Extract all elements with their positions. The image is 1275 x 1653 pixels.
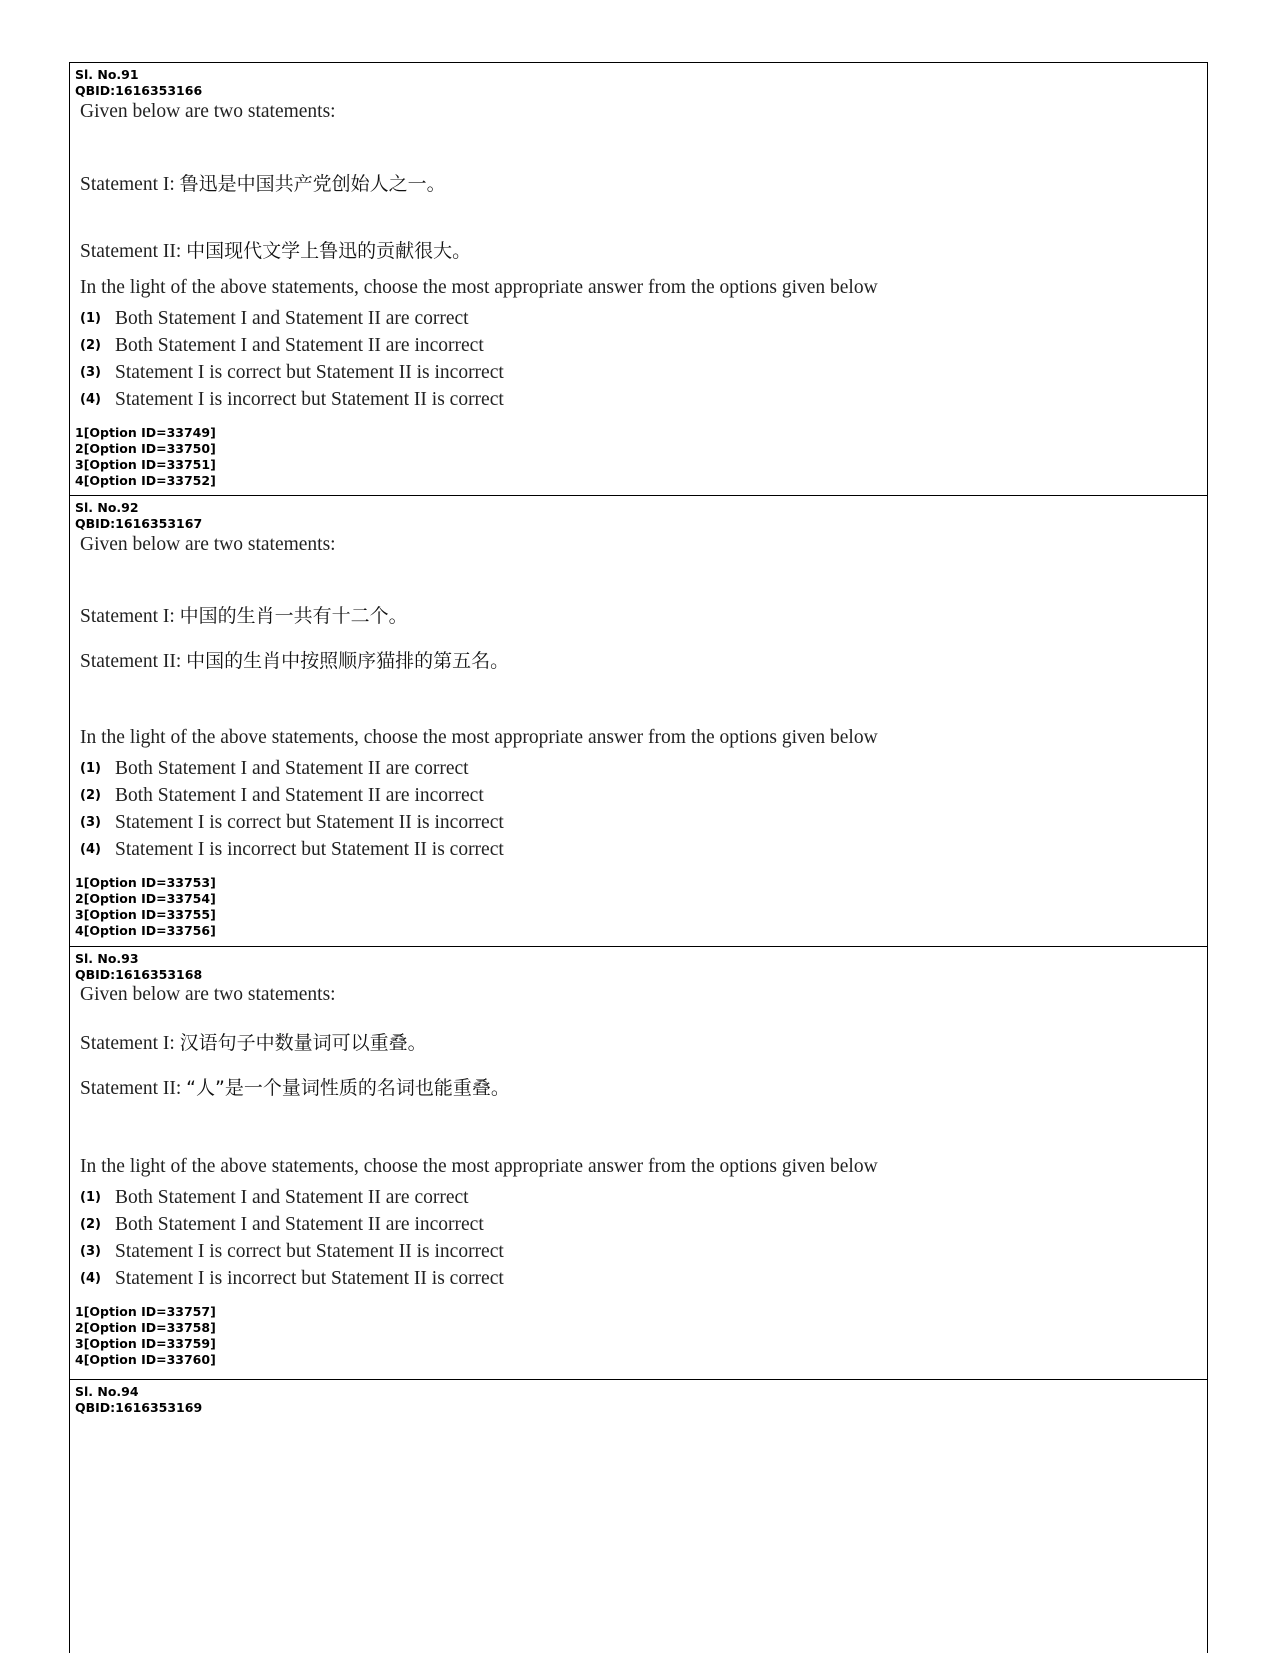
option-number: (4) [80,392,101,407]
statement-2-label: Statement II: [80,1078,187,1099]
option-number: (4) [80,1271,101,1286]
question-instruction: In the light of the above statements, choose the most appropriate answer from the options given below [80,277,878,298]
option-item [80,809,504,836]
option-text: Statement I is correct but Statement II is incorrect [115,812,504,833]
option-number: (2) [80,338,101,353]
question-block-93 [70,951,1207,1381]
option-id: 4[Option ID=33760] [75,1352,216,1367]
option-text: Statement I is correct but Statement II is incorrect [115,362,504,383]
statement-2 [80,1073,510,1100]
option-id: 2[Option ID=33758] [75,1320,216,1335]
question-instruction: In the light of the above statements, choose the most appropriate answer from the options given below [80,727,878,748]
statement-1 [80,169,446,196]
option-text: Both Statement I and Statement II are correct [115,1187,469,1208]
option-number: (2) [80,788,101,803]
statement-1 [80,601,408,628]
option-number: (3) [80,1244,101,1259]
qbid: QBID:1616353167 [75,516,203,531]
option-text: Statement I is incorrect but Statement II is correct [115,1268,504,1289]
option-id: 3[Option ID=33759] [75,1336,216,1351]
serial-number: Sl. No.91 [75,67,139,82]
option-item [80,836,504,863]
option-id: 1[Option ID=33757] [75,1304,216,1319]
option-item [80,386,504,413]
option-id: 1[Option ID=33753] [75,875,216,890]
question-intro: Given below are two statements: [80,534,336,555]
option-id: 3[Option ID=33751] [75,457,216,472]
option-text: Statement I is correct but Statement II is incorrect [115,1241,504,1262]
option-id: 2[Option ID=33754] [75,891,216,906]
option-item [80,1238,504,1265]
option-id-list [70,1304,216,1368]
option-item [80,359,504,386]
option-number: (1) [80,311,101,326]
option-item [80,1184,504,1211]
row-divider [70,1379,1207,1380]
option-list [80,305,504,413]
option-text: Both Statement I and Statement II are incorrect [115,1214,484,1235]
option-list [80,755,504,863]
statement-1 [80,1028,427,1055]
question-instruction: In the light of the above statements, choose the most appropriate answer from the options given below [80,1156,878,1177]
question-block-92 [70,500,1207,948]
question-table [69,62,1208,1653]
statement-2-label: Statement II: [80,651,187,672]
option-number: (4) [80,842,101,857]
statement-1-text: 汉语句子中数量词可以重叠。 [179,1032,427,1054]
option-text: Statement I is incorrect but Statement II is correct [115,389,504,410]
option-text: Statement I is incorrect but Statement II is correct [115,839,504,860]
option-id: 3[Option ID=33755] [75,907,216,922]
statement-1-text: 鲁迅是中国共产党创始人之一。 [179,173,446,195]
option-number: (2) [80,1217,101,1232]
statement-1-label: Statement I: [80,606,180,627]
statement-2-label: Statement II: [80,241,187,262]
question-block-91 [70,67,1207,497]
statement-2-text: 中国现代文学上鲁迅的贡献很大。 [186,240,472,262]
option-item [80,305,504,332]
option-list [80,1184,504,1292]
statement-2 [80,236,471,263]
statement-2-text: 中国的生肖中按照顺序猫排的第五名。 [186,650,510,672]
option-item [80,1265,504,1292]
question-intro: Given below are two statements: [80,101,336,122]
statement-2-text: “人”是一个量词性质的名词也能重叠。 [186,1077,510,1099]
option-id: 4[Option ID=33756] [75,923,216,938]
qbid: QBID:1616353169 [75,1400,203,1415]
option-text: Both Statement I and Statement II are incorrect [115,335,484,356]
serial-number: Sl. No.94 [75,1384,139,1399]
option-id-list [70,425,216,489]
statement-1-label: Statement I: [80,174,180,195]
option-item [80,782,504,809]
serial-number: Sl. No.93 [75,951,139,966]
option-number: (3) [80,815,101,830]
statement-2 [80,646,509,673]
statement-1-label: Statement I: [80,1033,180,1054]
question-block-94 [70,1384,1207,1644]
option-text: Both Statement I and Statement II are incorrect [115,785,484,806]
qbid: QBID:1616353166 [75,83,203,98]
option-number: (1) [80,1190,101,1205]
option-id: 1[Option ID=33749] [75,425,216,440]
serial-number: Sl. No.92 [75,500,139,515]
option-id-list [70,875,216,939]
option-id: 2[Option ID=33750] [75,441,216,456]
option-id: 4[Option ID=33752] [75,473,216,488]
option-text: Both Statement I and Statement II are correct [115,758,469,779]
option-item [80,755,504,782]
row-divider [70,495,1207,496]
option-number: (1) [80,761,101,776]
option-item [80,332,504,359]
statement-1-text: 中国的生肖一共有十二个。 [179,605,408,627]
question-intro: Given below are two statements: [80,984,336,1005]
option-number: (3) [80,365,101,380]
qbid: QBID:1616353168 [75,967,203,982]
row-divider [70,946,1207,947]
option-text: Both Statement I and Statement II are correct [115,308,469,329]
option-item [80,1211,504,1238]
